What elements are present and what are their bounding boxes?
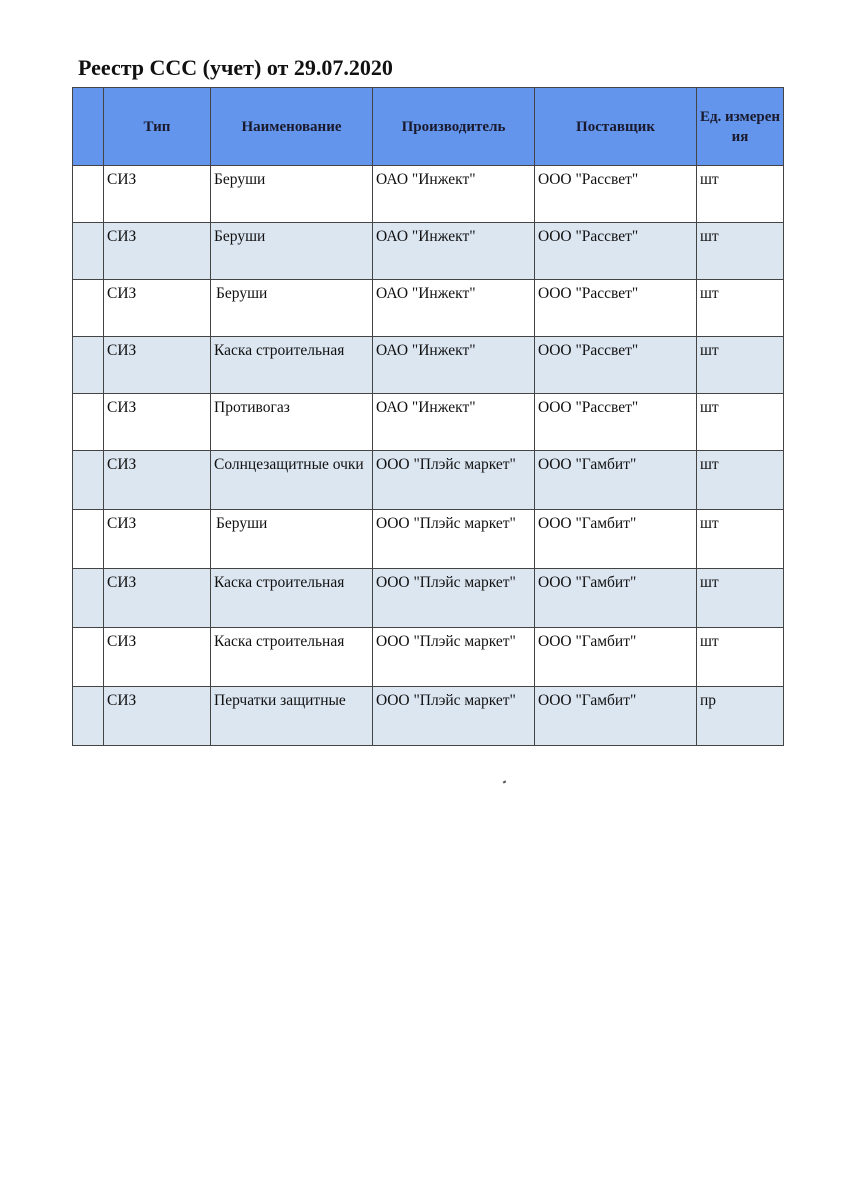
- cell-unit: шт: [697, 223, 784, 280]
- cell-name: Беруши: [211, 280, 373, 337]
- cell-name: Беруши: [211, 510, 373, 569]
- cell-type: СИЗ: [104, 569, 211, 628]
- cell-manufacturer: ОАО "Инжект": [373, 223, 535, 280]
- cell-name: Каска строительная: [211, 337, 373, 394]
- column-header-manufacturer: Производитель: [373, 88, 535, 166]
- column-header-name: Наименование: [211, 88, 373, 166]
- column-header-type: Тип: [104, 88, 211, 166]
- row-index-cell: [73, 628, 104, 687]
- table-row: [73, 223, 784, 280]
- cell-type: СИЗ: [104, 337, 211, 394]
- cell-manufacturer: ООО "Плэйс маркет": [373, 628, 535, 687]
- cell-manufacturer: ООО "Плэйс маркет": [373, 687, 535, 746]
- cell-supplier: ООО "Гамбит": [535, 569, 697, 628]
- table-row: [73, 166, 784, 223]
- cell-supplier: ООО "Гамбит": [535, 687, 697, 746]
- cell-unit: шт: [697, 337, 784, 394]
- cell-unit: шт: [697, 394, 784, 451]
- cell-supplier: ООО "Гамбит": [535, 510, 697, 569]
- row-index-cell: [73, 280, 104, 337]
- row-index-cell: [73, 451, 104, 510]
- cell-manufacturer: ОАО "Инжект": [373, 337, 535, 394]
- cell-unit: шт: [697, 451, 784, 510]
- cell-supplier: ООО "Рассвет": [535, 223, 697, 280]
- cell-unit: шт: [697, 569, 784, 628]
- cell-type: СИЗ: [104, 628, 211, 687]
- row-index-cell: [73, 394, 104, 451]
- cell-supplier: ООО "Гамбит": [535, 628, 697, 687]
- cell-name: Каска строительная: [211, 569, 373, 628]
- cell-name: Беруши: [211, 166, 373, 223]
- cell-supplier: ООО "Рассвет": [535, 394, 697, 451]
- table-row: [73, 451, 784, 510]
- cell-type: СИЗ: [104, 394, 211, 451]
- cell-supplier: ООО "Рассвет": [535, 337, 697, 394]
- cell-manufacturer: ОАО "Инжект": [373, 280, 535, 337]
- cell-name: Солнцезащитные очки: [211, 451, 373, 510]
- cell-unit: шт: [697, 166, 784, 223]
- column-header-unit: Ед. измерения: [697, 88, 784, 166]
- table-header-row: [73, 88, 784, 166]
- column-header-supplier: Поставщик: [535, 88, 697, 166]
- cell-supplier: ООО "Рассвет": [535, 166, 697, 223]
- table-row: [73, 337, 784, 394]
- cell-manufacturer: ОАО "Инжект": [373, 166, 535, 223]
- cell-manufacturer: ООО "Плэйс маркет": [373, 510, 535, 569]
- row-index-cell: [73, 166, 104, 223]
- table-row: [73, 394, 784, 451]
- column-header-index: [73, 88, 104, 166]
- table-row: [73, 569, 784, 628]
- stray-mark: [503, 780, 507, 783]
- row-index-cell: [73, 510, 104, 569]
- cell-supplier: ООО "Гамбит": [535, 451, 697, 510]
- cell-manufacturer: ООО "Плэйс маркет": [373, 451, 535, 510]
- row-index-cell: [73, 337, 104, 394]
- row-index-cell: [73, 569, 104, 628]
- cell-unit: шт: [697, 628, 784, 687]
- page-title: Реестр ССС (учет) от 29.07.2020: [78, 55, 393, 80]
- cell-type: СИЗ: [104, 223, 211, 280]
- cell-manufacturer: ОАО "Инжект": [373, 394, 535, 451]
- registry-table: [72, 87, 784, 746]
- cell-unit: шт: [697, 280, 784, 337]
- row-index-cell: [73, 687, 104, 746]
- cell-type: СИЗ: [104, 451, 211, 510]
- cell-unit: пр: [697, 687, 784, 746]
- table-row: [73, 687, 784, 746]
- cell-supplier: ООО "Рассвет": [535, 280, 697, 337]
- cell-name: Противогаз: [211, 394, 373, 451]
- cell-manufacturer: ООО "Плэйс маркет": [373, 569, 535, 628]
- row-index-cell: [73, 223, 104, 280]
- table-row: [73, 280, 784, 337]
- table-row: [73, 628, 784, 687]
- cell-type: СИЗ: [104, 510, 211, 569]
- cell-name: Каска строительная: [211, 628, 373, 687]
- cell-name: Беруши: [211, 223, 373, 280]
- cell-name: Перчатки защитные: [211, 687, 373, 746]
- table-row: [73, 510, 784, 569]
- cell-type: СИЗ: [104, 166, 211, 223]
- cell-type: СИЗ: [104, 687, 211, 746]
- cell-unit: шт: [697, 510, 784, 569]
- cell-type: СИЗ: [104, 280, 211, 337]
